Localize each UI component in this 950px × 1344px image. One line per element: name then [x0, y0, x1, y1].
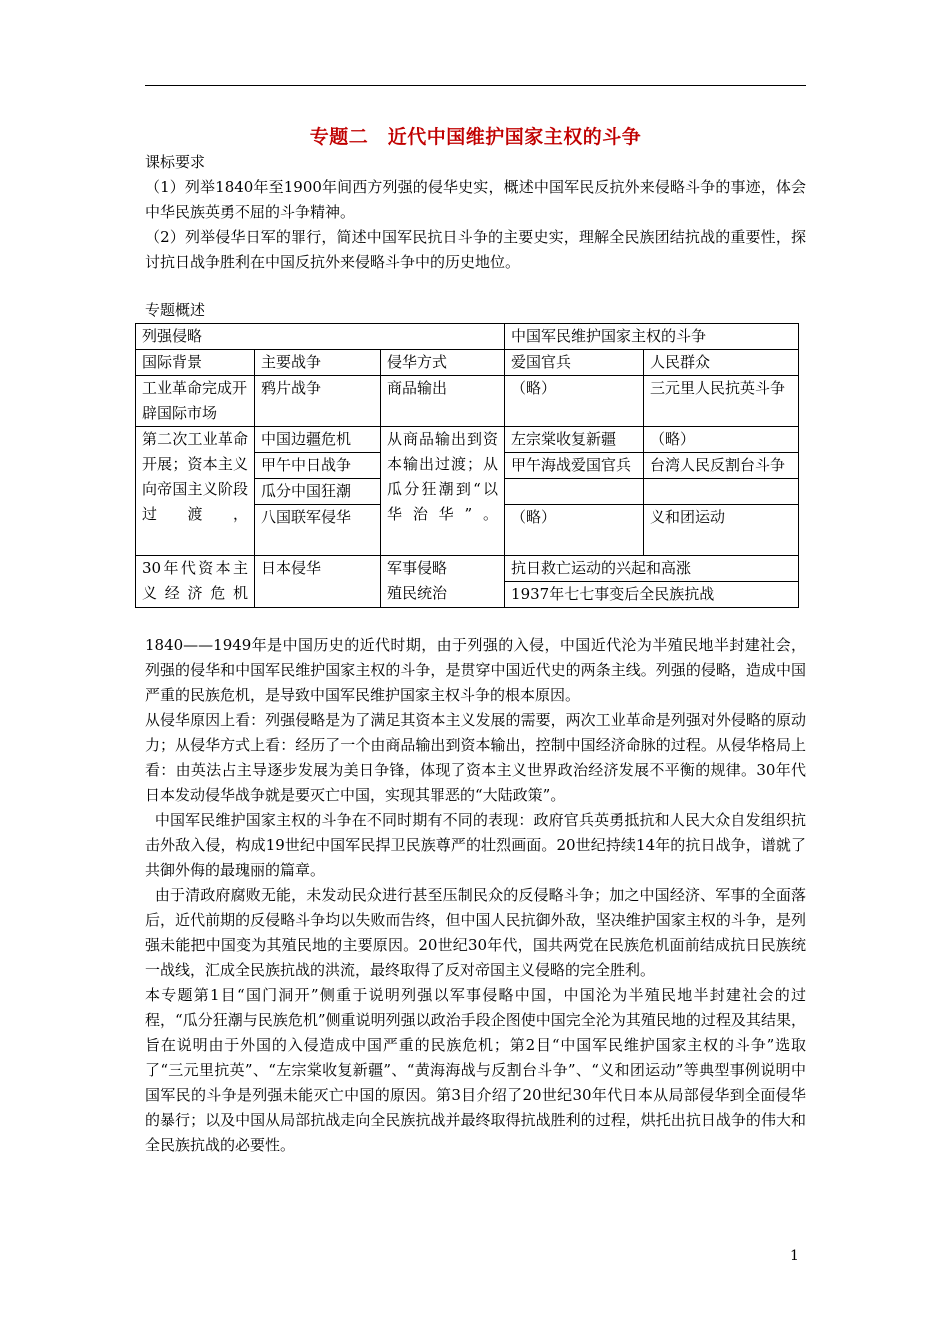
group-header-resistance: 中国军民维护国家主权的斗争: [505, 324, 799, 350]
table-row: [136, 556, 799, 582]
body-text: [145, 633, 806, 1158]
table-cell: 瓜分中国狂潮: [255, 479, 381, 505]
table-cell: 中国边疆危机: [255, 427, 381, 453]
requirement-item-1: （1）列举1840年至1900年间西方列强的侵华史实，概述中国军民反抗外来侵略斗争的事迹，体会中华民族英勇不屈的斗争精神。: [145, 178, 806, 221]
table-cell: [381, 556, 505, 608]
table-cell: 三元里人民抗英斗争: [644, 376, 799, 427]
table-cell: 1937年七七事变后全民族抗战: [505, 582, 799, 608]
page-title: 专题二 近代中国维护国家主权的斗争: [309, 126, 642, 148]
table-cell: 日本侵华: [255, 556, 381, 608]
table-cell: 八国联军侵华: [255, 505, 381, 556]
group-header-invasion: 列强侵略: [136, 324, 505, 350]
col-header: 爱国官兵: [505, 350, 644, 376]
table-row: [136, 350, 799, 376]
table-row: [136, 427, 799, 453]
table-cell: 甲午海战爱国官兵: [505, 453, 644, 479]
table-cell: 30年代资本主义经济危机: [136, 556, 255, 608]
table-cell: 商品输出: [381, 376, 505, 427]
table-cell: 义和团运动: [644, 505, 799, 556]
table-cell: 第二次工业革命开展；资本主义向帝国主义阶段过渡，: [136, 427, 255, 556]
paragraph: 从侵华原因上看：列强侵略是为了满足其资本主义发展的需要，两次工业革命是列强对外侵略的原动力；从侵华方式上看：经历了一个由商品输出到资本输出，控制中国经济命脉的过程。从侵华格局上看：由英法占主导逐步发展为美日争锋，体现了资本主义世界政治经济发展不平衡的规律。30年代日本发动侵华战争就是要灭亡中国，实现其罪恶的“大陆政策”。: [145, 711, 806, 804]
method-colonial: 殖民统治: [387, 584, 448, 602]
page-number: 1: [790, 1248, 799, 1264]
table-cell: [644, 479, 799, 505]
table-cell: 鸦片战争: [255, 376, 381, 427]
table-row: [136, 376, 799, 427]
table-cell: 台湾人民反割台斗争: [644, 453, 799, 479]
col-header: 侵华方式: [381, 350, 505, 376]
table-cell: 左宗棠收复新疆: [505, 427, 644, 453]
table-cell: 甲午中日战争: [255, 453, 381, 479]
table-cell: 从商品输出到资本输出过渡；从瓜分狂潮到“以华治华”。: [381, 427, 505, 556]
table-cell: （略）: [505, 505, 644, 556]
table-cell: （略）: [644, 427, 799, 453]
table-cell: [505, 479, 644, 505]
requirement-item-2: （2）列举侵华日军的罪行，简述中国军民抗日斗争的主要史实，理解全民族团结抗战的重要性，探讨抗日战争胜利在中国反抗外来侵略斗争中的历史地位。: [145, 228, 806, 271]
table-cell: （略）: [505, 376, 644, 427]
paragraph: 本专题第1目“国门洞开”侧重于说明列强以军事侵略中国，中国沦为半殖民地半封建社会的过程，“瓜分狂潮与民族危机”侧重说明列强以政治手段企图使中国完全沦为其殖民地的过程及其结果，旨在说明由于外国的入侵造成中国严重的民族危机；第2目“中国军民维护国家主权的斗争”选取了“三元里抗英”、“左宗棠收复新疆”、“黄海海战与反割台斗争”、“义和团运动”等典型事例说明中国军民的斗争是列强未能灭亡中国的原因。第3目介绍了20世纪30年代日本从局部侵华到全面侵华的暴行；以及中国从局部抗战走向全民族抗战并最终取得抗战胜利的过程，烘托出抗日战争的伟大和全民族抗战的必要性。: [145, 986, 806, 1154]
paragraph: 由于清政府腐败无能，未发动民众进行甚至压制民众的反侵略斗争；加之中国经济、军事的全面落后，近代前期的反侵略斗争均以失败而告终，但中国人民抗御外敌，坚决维护国家主权的斗争，是列强未能把中国变为其殖民地的主要原因。20世纪30年代，国共两党在民族危机面前结成抗日民族统一战线，汇成全民族抗战的洪流，最终取得了反对帝国主义侵略的完全胜利。: [145, 886, 806, 979]
col-header: 主要战争: [255, 350, 381, 376]
requirements-section: [145, 150, 806, 275]
col-header: 国际背景: [136, 350, 255, 376]
overview-heading: 专题概述: [145, 301, 206, 319]
paragraph: 中国军民维护国家主权的斗争在不同时期有不同的表现：政府官兵英勇抵抗和人民大众自发组织抗击外敌入侵，构成19世纪中国军民捍卫民族尊严的壮烈画面。20世纪持续14年的抗日战争，谱就了共御外侮的最瑰丽的篇章。: [145, 811, 806, 879]
paragraph: 1840——1949年是中国历史的近代时期，由于列强的入侵，中国近代沦为半殖民地半封建社会，列强的侵华和中国军民维护国家主权的斗争，是贯穿中国近代史的两条主线。列强的侵略，造成中国严重的民族危机，是导致中国军民维护国家主权斗争的根本原因。: [145, 636, 806, 704]
overview-table: [135, 323, 799, 608]
requirements-heading: 课标要求: [145, 153, 206, 171]
col-header: 人民群众: [644, 350, 799, 376]
table-row: [136, 324, 799, 350]
table-cell: 抗日救亡运动的兴起和高涨: [505, 556, 799, 582]
method-military: 军事侵略: [387, 559, 448, 577]
table-cell: 工业革命完成开辟国际市场: [136, 376, 255, 427]
header-rule: [145, 85, 806, 86]
